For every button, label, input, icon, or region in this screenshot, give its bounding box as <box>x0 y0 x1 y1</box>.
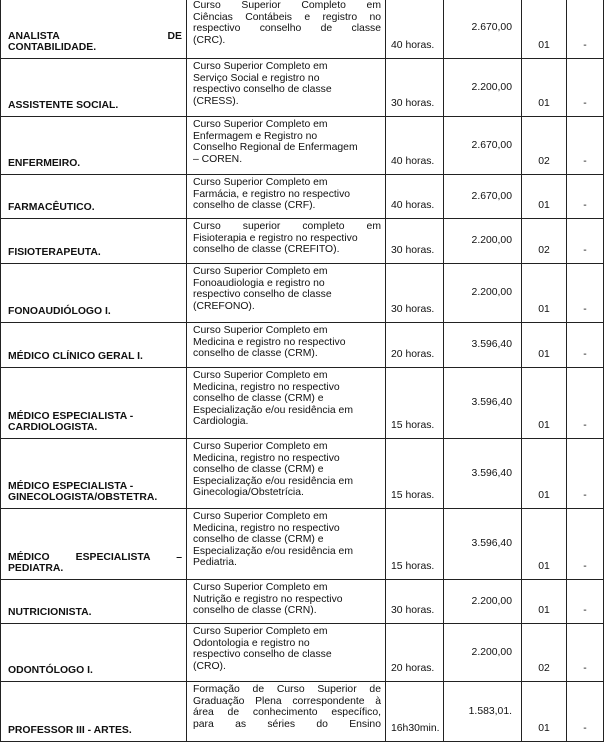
reserve-cell: - <box>567 509 604 580</box>
requirement-line: (CRO). <box>193 660 226 672</box>
position-name: CONTABILIDADE. <box>8 42 97 54</box>
requirements-cell <box>187 117 386 175</box>
position-name: ASSISTENTE SOCIAL. <box>8 100 119 112</box>
workload-cell: 30 horas. <box>386 219 444 264</box>
vacancies-cell: 01 <box>522 439 567 509</box>
requirement-line: Graduação Plena correspondente à <box>193 695 381 707</box>
requirements-cell <box>187 175 386 219</box>
salary-cell: 2.200,00 <box>444 580 522 624</box>
reserve-cell: - <box>567 0 604 59</box>
workload-cell: 40 horas. <box>386 0 444 59</box>
requirement-line: Especialização e/ou residência em <box>193 475 353 487</box>
requirement-line: Medicina, registro no respectivo <box>193 381 340 393</box>
position-name: FISIOTERAPEUTA. <box>8 247 101 259</box>
table-row <box>1 509 604 580</box>
salary-cell: 2.670,00 <box>444 0 522 59</box>
reserve-cell: - <box>567 368 604 439</box>
position-name-cell <box>1 323 187 368</box>
position-name-cell <box>1 624 187 682</box>
table-row <box>1 323 604 368</box>
requirement-line: conselho de classe (CRM) e <box>193 393 324 405</box>
requirement-line: conselho de classe (CREFITO). <box>193 244 340 256</box>
reserve-cell: - <box>567 439 604 509</box>
position-name-cell <box>1 509 187 580</box>
requirement-line: Nutrição e registro no respectivo <box>193 593 343 605</box>
requirement-line: respectivo conselho de classe <box>193 23 381 35</box>
requirement-line: conselho de classe (CRM). <box>193 348 318 360</box>
workload-cell: 15 horas. <box>386 368 444 439</box>
requirement-line: Especialização e/ou residência em <box>193 545 353 557</box>
workload-cell: 15 horas. <box>386 439 444 509</box>
workload-cell: 30 horas. <box>386 264 444 323</box>
requirement-line: respectivo conselho de classe <box>193 649 332 661</box>
requirement-line: Pediatria. <box>193 557 237 569</box>
position-name-cell <box>1 117 187 175</box>
vacancies-cell: 01 <box>522 59 567 117</box>
requirements-cell <box>187 624 386 682</box>
position-name: MÉDICO ESPECIALISTA – <box>8 551 182 563</box>
requirement-line: para as séries do Ensino <box>193 718 381 730</box>
requirement-line: Curso Superior Completo em <box>193 441 328 452</box>
salary-cell: 2.200,00 <box>444 219 522 264</box>
requirement-line: Curso Superior Completo em <box>193 119 328 130</box>
salary-cell: 2.200,00 <box>444 624 522 682</box>
position-name: GINECOLOGISTA/OBSTETRA. <box>8 492 158 504</box>
position-name-cell <box>1 264 187 323</box>
requirement-line: – COREN. <box>193 153 243 165</box>
position-name-cell <box>1 368 187 439</box>
position-name-cell <box>1 59 187 117</box>
salary-cell: 2.670,00 <box>444 117 522 175</box>
vacancies-cell: 01 <box>522 323 567 368</box>
requirement-line: Odontologia e registro no <box>193 637 310 649</box>
requirement-line: Curso superior completo em <box>193 221 381 232</box>
workload-cell: 40 horas. <box>386 117 444 175</box>
requirements-cell <box>187 59 386 117</box>
requirement-line: (CRESS). <box>193 95 239 107</box>
vacancies-cell: 02 <box>522 219 567 264</box>
requirement-line: Curso Superior Completo em <box>193 370 328 381</box>
requirement-line: Conselho Regional de Enfermagem <box>193 142 358 154</box>
salary-cell: 3.596,40 <box>444 509 522 580</box>
position-name: NUTRICIONISTA. <box>8 607 92 619</box>
vacancies-cell: 01 <box>522 682 567 742</box>
vacancies-cell: 01 <box>522 0 567 59</box>
requirement-line: Especialização e/ou residência em <box>193 404 353 416</box>
requirement-line: área de conhecimento específico, <box>193 707 381 719</box>
position-name-cell <box>1 0 187 59</box>
requirements-cell <box>187 219 386 264</box>
requirement-line: Curso Superior Completo em <box>193 511 328 522</box>
vacancies-cell: 02 <box>522 624 567 682</box>
requirement-line: Medicina, registro no respectivo <box>193 452 340 464</box>
requirement-line: (CRC). <box>193 34 226 46</box>
reserve-cell: - <box>567 117 604 175</box>
requirement-line: conselho de classe (CRM) e <box>193 534 324 546</box>
requirement-line: Curso Superior Completo em <box>193 0 381 11</box>
requirements-cell <box>187 439 386 509</box>
position-name: FONOAUDIÓLOGO I. <box>8 306 111 318</box>
requirement-line: conselho de classe (CRN). <box>193 605 317 617</box>
requirement-line: Fonoaudiologia e registro no <box>193 277 325 289</box>
requirement-line: respectivo conselho de classe <box>193 84 332 96</box>
position-name-cell <box>1 682 187 742</box>
table-body <box>1 0 604 742</box>
table-row <box>1 580 604 624</box>
requirements-cell <box>187 0 386 59</box>
requirement-line: Cardiologia. <box>193 416 249 428</box>
reserve-cell: - <box>567 624 604 682</box>
salary-cell: 3.596,40 <box>444 439 522 509</box>
requirements-cell <box>187 323 386 368</box>
requirement-line: Serviço Social e registro no <box>193 72 320 84</box>
requirement-line: Medicina e registro no respectivo <box>193 336 346 348</box>
requirements-cell <box>187 682 386 742</box>
workload-cell: 30 horas. <box>386 580 444 624</box>
requirement-line: Fisioterapia e registro no respectivo <box>193 232 358 244</box>
table-row <box>1 682 604 742</box>
vacancies-cell: 02 <box>522 117 567 175</box>
table-row <box>1 264 604 323</box>
position-name: MÉDICO ESPECIALISTA - <box>8 410 134 422</box>
requirement-line: respectivo conselho de classe <box>193 289 332 301</box>
position-name: PROFESSOR III - ARTES. <box>8 725 132 737</box>
workload-cell: 30 horas. <box>386 59 444 117</box>
position-name-cell <box>1 219 187 264</box>
position-name-cell <box>1 175 187 219</box>
vacancies-cell: 01 <box>522 175 567 219</box>
requirement-line: Curso Superior Completo em <box>193 177 328 188</box>
position-name: PEDIATRA. <box>8 563 64 575</box>
salary-cell: 1.583,01. <box>444 682 522 742</box>
table-row <box>1 368 604 439</box>
requirement-line: Curso Superior Completo em <box>193 325 328 336</box>
table-row <box>1 219 604 264</box>
requirements-cell <box>187 368 386 439</box>
requirements-cell <box>187 580 386 624</box>
requirement-line: conselho de classe (CRM) e <box>193 464 324 476</box>
requirement-line: Ginecologia/Obstetrícia. <box>193 487 304 499</box>
table-row <box>1 59 604 117</box>
requirement-line: conselho de classe (CRF). <box>193 200 316 212</box>
position-name-cell <box>1 439 187 509</box>
reserve-cell: - <box>567 682 604 742</box>
workload-cell: 15 horas. <box>386 509 444 580</box>
vacancies-cell: 01 <box>522 509 567 580</box>
requirement-line: Curso Superior Completo em <box>193 266 328 277</box>
vacancies-cell: 01 <box>522 580 567 624</box>
requirement-line: Curso Superior Completo em <box>193 582 328 593</box>
reserve-cell: - <box>567 264 604 323</box>
requirement-line: Farmácia, e registro no respectivo <box>193 188 351 200</box>
position-name: MÉDICO ESPECIALISTA - <box>8 480 134 492</box>
salary-cell: 2.200,00 <box>444 264 522 323</box>
reserve-cell: - <box>567 323 604 368</box>
reserve-cell: - <box>567 59 604 117</box>
position-name: ENFERMEIRO. <box>8 158 81 170</box>
requirements-cell <box>187 264 386 323</box>
reserve-cell: - <box>567 580 604 624</box>
workload-cell: 16h30min. <box>386 682 444 742</box>
position-name: CARDIOLOGISTA. <box>8 422 98 434</box>
workload-cell: 40 horas. <box>386 175 444 219</box>
vacancies-cell: 01 <box>522 368 567 439</box>
table-row <box>1 439 604 509</box>
position-name: ANALISTA DE <box>8 30 182 42</box>
salary-cell: 3.596,40 <box>444 368 522 439</box>
table-row <box>1 0 604 59</box>
table-row <box>1 624 604 682</box>
requirement-line: Ciências Contábeis e registro no <box>193 11 381 23</box>
reserve-cell: - <box>567 175 604 219</box>
salary-cell: 2.200,00 <box>444 59 522 117</box>
position-name-cell <box>1 580 187 624</box>
requirement-line: Curso Superior Completo em <box>193 61 328 72</box>
position-name: ODONTÓLOGO I. <box>8 665 93 677</box>
salary-cell: 2.670,00 <box>444 175 522 219</box>
requirements-cell <box>187 509 386 580</box>
vacancies-cell: 01 <box>522 264 567 323</box>
table-row <box>1 117 604 175</box>
workload-cell: 20 horas. <box>386 624 444 682</box>
requirement-line: (CREFONO). <box>193 300 255 312</box>
requirement-line: Curso Superior Completo em <box>193 626 328 637</box>
requirement-line: Enfermagem e Registro no <box>193 130 318 142</box>
requirement-line: Medicina, registro no respectivo <box>193 522 340 534</box>
position-name: FARMACÊUTICO. <box>8 202 95 214</box>
salary-cell: 3.596,40 <box>444 323 522 368</box>
reserve-cell: - <box>567 219 604 264</box>
requirement-line: Formação de Curso Superior de <box>193 684 381 695</box>
workload-cell: 20 horas. <box>386 323 444 368</box>
position-name: MÉDICO CLÍNICO GERAL I. <box>8 351 143 363</box>
table-row <box>1 175 604 219</box>
